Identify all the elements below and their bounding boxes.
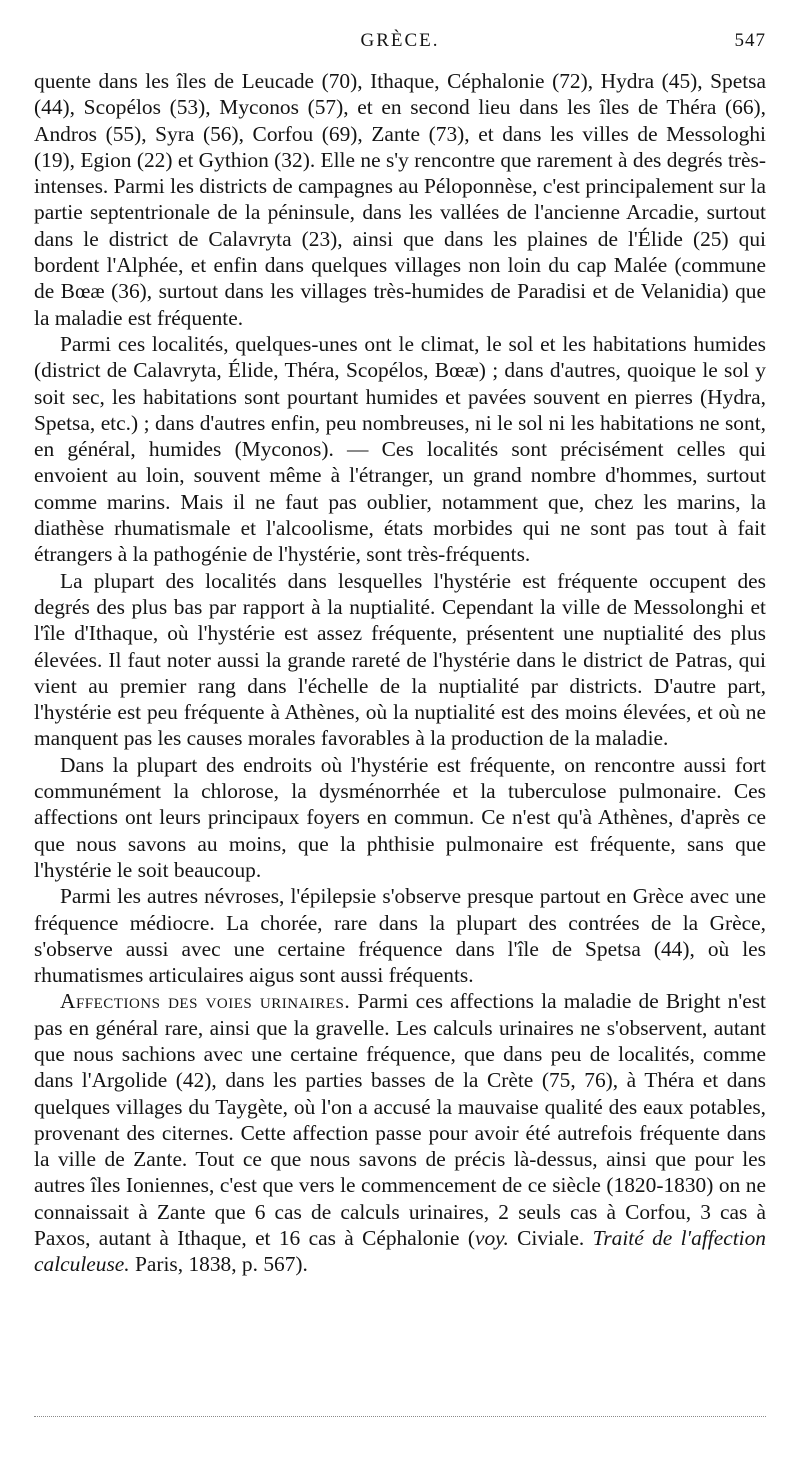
running-title: GRÈCE. (360, 30, 440, 51)
bottom-rule (34, 1416, 766, 1417)
paragraph-6-text: Parmi ces affections la maladie de Bright n'est pas en général rare, ainsi que la gravelle. Les calculs urinaires ne s'observent, autant que nous sachions avec une certaine fréquence, que dans peu de localités, comme dans l'Argolide (42), dans les parties basses de la Crète (75, 76), à Théra et dans quelques villages du Taygète, où l'on a accusé la mauvaise qualité des eaux potables, provenant des citernes. Cette affection passe pour avoir été autrefois fréquente dans la ville de Zante. Tout ce que nous savons de précis là-dessus, ainsi que pour les autres îles Ioniennes, c'est que vers le commencement de ce siècle (1820-1830) on ne connaissait à Zante que 6 cas de calculs urinaires, 2 seuls cas à Corfou, 3 cas à Paxos, autant à Ithaque, et 16 cas à Céphalonie ( (34, 989, 766, 1251)
paragraph-2: Parmi ces localités, quelques-unes ont le climat, le sol et les habitations humides (district de Calavryta, Élide, Théra, Scopélos, Bœæ) ; dans d'autres, quoique le sol y soit sec, les habitations sont pourtant humides et pavées souvent en pierres (Hydra, Spetsa, etc.) ; dans d'autres enfin, peu nombreuses, ni le sol ni les habitations ne sont, en général, humides (Myconos). — Ces localités sont précisément celles qui envoient au loin, souvent même à l'étranger, un grand nombre d'hommes, surtout comme marins. Mais il ne faut pas oublier, notamment que, chez les marins, la diathèse rhumatismale et l'alcoolisme, états morbides qui ne sont pas tout à fait étrangers à la pathogénie de l'hystérie, sont très-fréquents. (34, 331, 766, 567)
ref-author: Civiale. (508, 1226, 593, 1251)
page-number: 547 (734, 30, 766, 51)
paragraph-5: Parmi les autres névroses, l'épilepsie s'observe presque partout en Grèce avec une fréquence médiocre. La chorée, rare dans la plupart des contrées de la Grèce, s'observe aussi avec une certaine fréquence dans l'île de Spetsa (44), où les rhumatismes articulaires aigus sont aussi fréquents. (34, 884, 766, 988)
page-body (34, 68, 766, 1278)
paragraph-4: Dans la plupart des endroits où l'hystérie est fréquente, on rencontre aussi fort communément la chlorose, la dysménorrhée et la tuberculose pulmonaire. Ces affections ont leurs principaux foyers en commun. Ce n'est qu'à Athènes, d'après ce que nous savons au moins, que la phthisie pulmonaire est fréquente, sans que l'hystérie le soit beaucoup. (34, 752, 766, 882)
paragraph-3: La plupart des localités dans lesquelles l'hystérie est fréquente occupent des degrés des plus bas par rapport à la nuptialité. Cependant la ville de Messolonghi et l'île d'Ithaque, où l'hystérie est assez fréquente, présentent une nuptialité des plus élevées. Il faut noter aussi la grande rareté de l'hystérie dans le district de Patras, qui vient au premier rang dans l'échelle de la nuptialité par districts. D'autre part, l'hystérie est peu fréquente à Athènes, où la nuptialité est des moins élevées, et où ne manquent pas les causes morales favorables à la production de la maladie. (34, 568, 766, 751)
paragraph-6 (34, 988, 766, 1277)
ref-title: Traité de l'affection calculeuse. (34, 1226, 766, 1277)
ref-abbrev: voy. (474, 1226, 509, 1251)
paragraph-1: quente dans les îles de Leucade (70), Ithaque, Céphalonie (72), Hydra (45), Spetsa (44), Scopélos (53), Myconos (57), et en second lieu dans les îles de Théra (66), Andros (55), Syra (56), Corfou (69), Zante (73), et dans les villes de Messologhi (19), Egion (22) et Gythion (32). Elle ne s'y rencontre que rarement à des degrés très-intenses. Parmi les districts de campagnes au Péloponnèse, c'est principalement sur la partie septentrionale de la péninsule, dans les vallées de l'ancienne Arcadie, surtout dans le district de Calavryta (23), ainsi que dans les plaines de l'Élide (25) qui bordent l'Alphée, et enfin dans quelques villages non loin du cap Malée (commune de Bœæ (36), surtout dans les villages très-humides de Paradisi et de Velanidia) que la maladie est fréquente. (34, 69, 766, 330)
section-heading: Affections des voies urinaires. (60, 989, 351, 1014)
ref-tail: Paris, 1838, p. 567). (129, 1252, 308, 1277)
running-header (34, 30, 766, 58)
